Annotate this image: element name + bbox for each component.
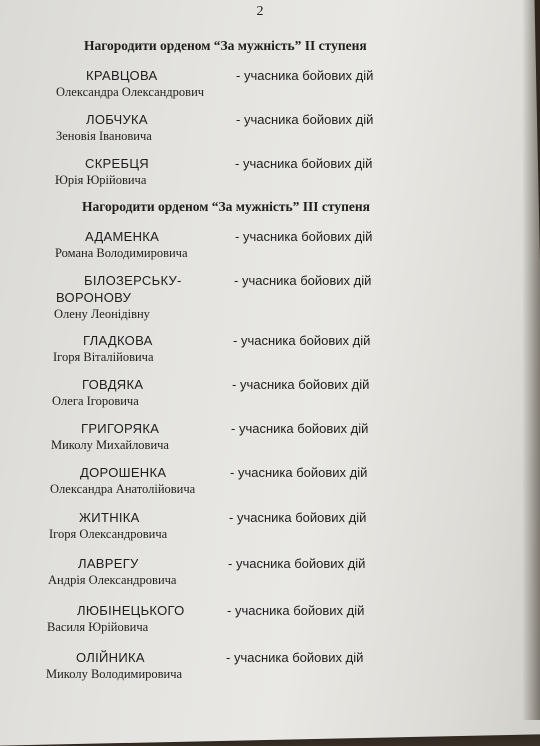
recipient-status: - учасника бойових дій [226, 650, 364, 665]
award-entry [47, 602, 365, 636]
recipient-given-name: Олександра Анатолійовича [50, 482, 196, 496]
recipient-status: - учасника бойових дій [229, 510, 367, 525]
award-entry [56, 67, 374, 101]
award-entry [55, 155, 373, 189]
recipient-surname: АДАМЕНКА [85, 229, 160, 244]
recipient-status: - учасника бойових дій [230, 465, 368, 480]
recipient-given-name: Миколу Володимировича [46, 667, 183, 681]
recipient-given-name: Зеновія Івановича [56, 129, 152, 143]
recipient-surname: ДОРОШЕНКА [80, 465, 167, 480]
award-entry [52, 376, 370, 410]
recipient-surname: ГРИГОРЯКА [81, 421, 160, 436]
recipient-surname-continued: ВОРОНОВУ [56, 290, 132, 305]
recipient-given-name: Олександра Олександрович [56, 85, 205, 99]
recipient-status: - учасника бойових дій [234, 273, 372, 288]
recipient-status: - учасника бойових дій [227, 603, 365, 618]
award-entry [54, 272, 372, 323]
recipient-given-name: Олега Ігоровича [52, 394, 139, 408]
award-entry [53, 332, 371, 366]
award-entry [55, 228, 373, 262]
recipient-status: - учасника бойових дій [236, 68, 374, 83]
recipient-given-name: Миколу Михайловича [51, 438, 169, 452]
recipient-status: - учасника бойових дій [231, 421, 369, 436]
recipient-surname: ЖИТНІКА [79, 510, 140, 525]
recipient-surname: БІЛОЗЕРСЬКУ- [84, 273, 182, 288]
section-heading-3rd-degree: Нагородити орденом “За мужність” ІІІ ступеня [82, 199, 370, 214]
recipient-surname: ЛЮБІНЕЦЬКОГО [77, 603, 185, 618]
award-entry [51, 420, 369, 454]
recipient-status: - учасника бойових дій [235, 229, 373, 244]
recipient-surname: ЛОБЧУКА [86, 112, 148, 127]
recipient-given-name: Юрія Юрійовича [55, 173, 147, 187]
recipient-given-name: Василя Юрійовича [47, 620, 149, 634]
recipient-status: - учасника бойових дій [232, 377, 370, 392]
award-entry [49, 509, 367, 543]
recipient-given-name: Ігоря Віталійовича [53, 350, 154, 364]
award-entry [56, 111, 374, 145]
recipient-surname: ГЛАДКОВА [83, 333, 153, 348]
recipient-surname: КРАВЦОВА [86, 68, 158, 83]
recipient-surname: СКРЕБЦЯ [85, 156, 149, 171]
recipient-surname: ГОВДЯКА [82, 377, 144, 392]
recipient-given-name: Романа Володимировича [55, 246, 188, 260]
award-entry [46, 649, 364, 683]
page-number: 2 [256, 4, 264, 19]
recipient-surname: ЛАВРЕГУ [78, 556, 139, 571]
recipient-status: - учасника бойових дій [228, 556, 366, 571]
recipient-status: - учасника бойових дій [235, 156, 373, 171]
recipient-status: - учасника бойових дій [236, 112, 374, 127]
recipient-status: - учасника бойових дій [233, 333, 371, 348]
section-heading-2nd-degree: Нагородити орденом “За мужність” ІІ ступеня [84, 38, 367, 53]
recipient-surname: ОЛІЙНИКА [76, 650, 145, 665]
page-edge-shadow [522, 0, 540, 720]
recipient-given-name: Андрія Олександровича [48, 573, 177, 587]
recipient-given-name: Олену Леонідівну [54, 307, 150, 321]
recipient-given-name: Ігоря Олександровича [49, 527, 168, 541]
award-entry [50, 464, 368, 498]
award-entry [48, 555, 366, 589]
